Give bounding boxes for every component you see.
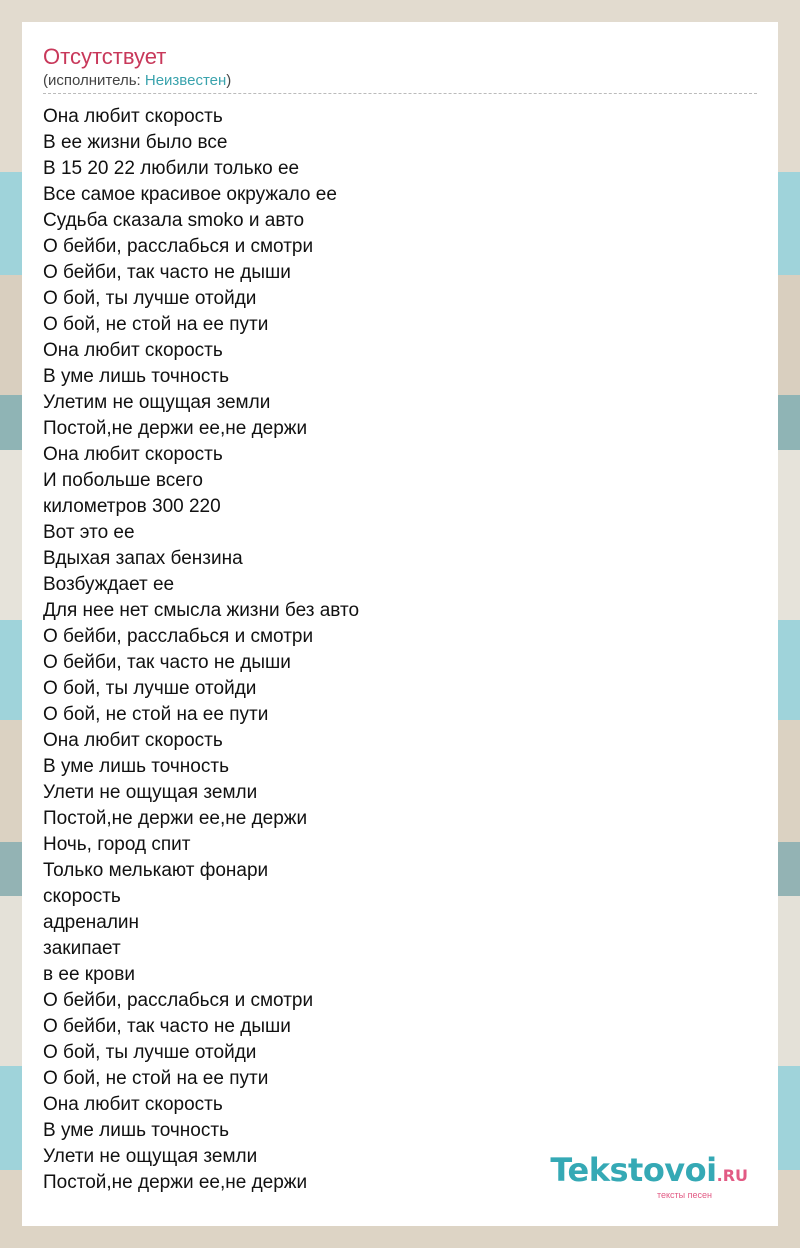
lyric-line: Для нее нет смысла жизни без авто [43,600,360,621]
lyric-line: Она любит скорость [43,106,223,127]
lyric-line: О бой, не стой на ее пути [43,1068,269,1089]
artist-prefix: (исполнитель: [43,72,145,89]
lyric-line: километров 300 220 [43,496,221,517]
site-logo[interactable] [550,1151,748,1200]
lyric-line: И побольше всего [43,470,203,491]
logo-wordmark [550,1151,748,1192]
artist-suffix: ) [226,72,232,89]
lyric-line: закипает [43,938,121,959]
lyric-line: Все самое красивое окружало ее [43,184,337,205]
logo-name: Tekstovoi [550,1151,717,1189]
lyric-line: В уме лишь точность [43,366,229,387]
lyric-line: О бейби, так часто не дыши [43,262,291,283]
lyric-line: О бой, ты лучше отойди [43,288,257,309]
lyric-line: Улети не ощущая земли [43,1146,258,1167]
lyric-line: Улетим не ощущая земли [43,392,271,413]
song-title: Отсутствует [43,44,167,69]
artist-line [43,72,231,90]
lyric-line: О бейби, расслабься и смотри [43,626,314,647]
lyric-line: Только мелькают фонари [43,860,269,881]
logo-tld: .RU [716,1166,748,1185]
lyric-line: Постой,не держи ее,не держи [43,418,308,439]
lyric-line: Она любит скорость [43,444,223,465]
lyric-line: О бейби, расслабься и смотри [43,990,314,1011]
logo-tagline: тексты песен [656,1190,712,1200]
lyric-line: О бой, ты лучше отойди [43,1042,257,1063]
lyric-line: О бейби, так часто не дыши [43,652,291,673]
lyric-line: адреналин [43,912,140,933]
lyric-line: Вот это ее [43,522,135,543]
lyric-line: Она любит скорость [43,1094,223,1115]
lyric-line: В ее жизни было все [43,132,228,153]
lyric-line: Возбуждает ее [43,574,175,595]
lyric-line: О бой, не стой на ее пути [43,704,269,725]
lyric-line: О бой, не стой на ее пути [43,314,269,335]
lyric-line: В 15 20 22 любили только ее [43,158,300,179]
artist-link[interactable]: Неизвестен [144,72,227,89]
lyric-line: Она любит скорость [43,730,223,751]
lyric-line: скорость [43,886,121,907]
lyric-line: О бейби, так часто не дыши [43,1016,291,1037]
lyric-line: О бой, ты лучше отойди [43,678,257,699]
lyric-line: Вдыхая запах бензина [43,548,243,569]
lyrics-list [43,104,359,1196]
lyric-line: Ночь, город спит [43,834,191,855]
lyric-line: Улети не ощущая земли [43,782,258,803]
lyric-line: Постой,не держи ее,не держи [43,808,308,829]
lyrics-card [22,22,778,1226]
lyric-line: Постой,не держи ее,не держи [43,1172,308,1193]
divider [43,93,757,94]
lyric-line: В уме лишь точность [43,1120,229,1141]
lyric-line: В уме лишь точность [43,756,229,777]
lyric-line: Судьба сказала smoko и авто [43,210,305,231]
lyric-line: в ее крови [43,964,135,985]
lyric-line: О бейби, расслабься и смотри [43,236,314,257]
lyric-line: Она любит скорость [43,340,223,361]
